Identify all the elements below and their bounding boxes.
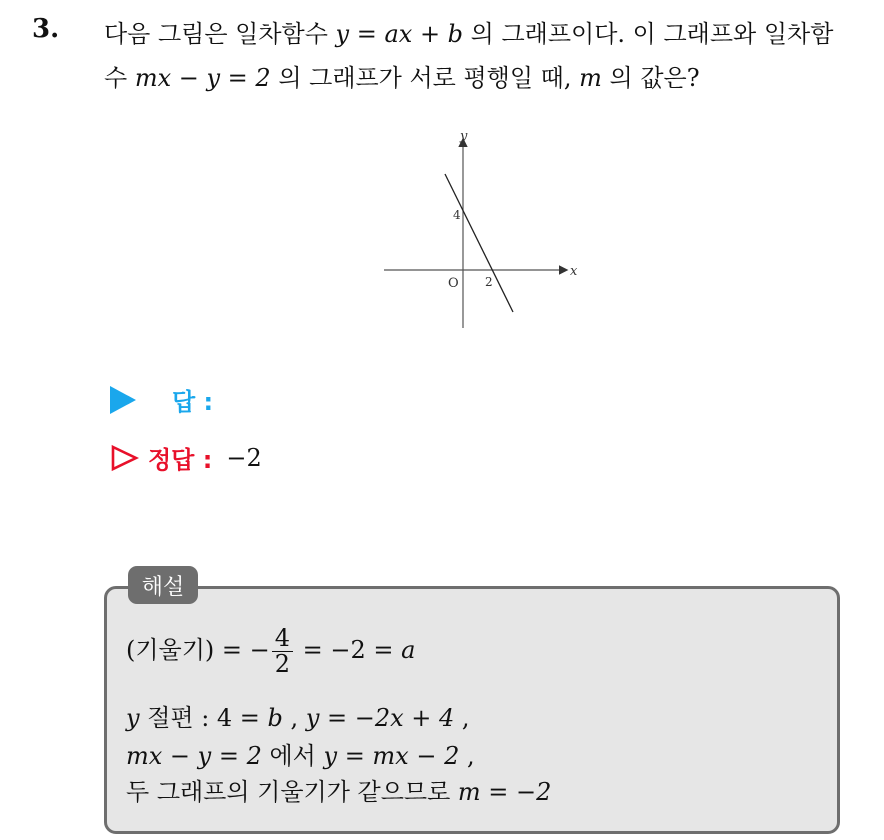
variable-y: y — [126, 704, 140, 732]
origin-label: O — [448, 276, 459, 291]
solution-tag: 해설 — [128, 566, 198, 604]
solution-text: , — [282, 704, 306, 732]
solution-line-3 — [126, 736, 475, 771]
question-line-2 — [104, 58, 700, 93]
variable-a: a — [401, 636, 416, 665]
question-text: 의 그래프이다. 이 그래프와 일차함 — [463, 20, 834, 48]
linear-function-graph — [380, 128, 580, 332]
answer-row — [110, 382, 213, 417]
solution-text: 절편 : 4 = — [139, 704, 268, 732]
equation: y = mx − 2 — [323, 742, 460, 770]
solution-text: , — [454, 704, 470, 732]
equation: m = −2 — [457, 778, 552, 806]
fraction — [272, 626, 293, 677]
solution-text: (기울기) = − — [126, 636, 270, 665]
equation: mx − y = 2 — [126, 742, 262, 770]
solution-text: 에서 — [261, 742, 324, 770]
correct-answer-label: 정답 : — [148, 446, 213, 474]
play-triangle-icon — [110, 386, 136, 414]
variable-b: b — [267, 704, 283, 732]
function-line — [445, 174, 513, 312]
solution-line-2 — [126, 698, 470, 733]
question-number: 3. — [32, 14, 60, 44]
solution-text: 두 그래프의 기울기가 같으므로 — [126, 778, 458, 806]
outline-triangle-icon — [110, 444, 140, 472]
x-axis-label: x — [570, 264, 578, 279]
equation-mx-y-2: mx − y = 2 — [134, 64, 271, 92]
variable-m: m — [579, 64, 602, 92]
correct-answer-row — [110, 440, 262, 475]
fraction-numerator: 4 — [272, 626, 293, 652]
answer-label: 답 : — [172, 388, 214, 416]
question-text: 의 값은? — [601, 64, 700, 92]
question-line-1 — [104, 14, 833, 49]
fraction-denominator: 2 — [274, 650, 291, 679]
solution-line-4 — [126, 772, 551, 807]
correct-answer-value: −2 — [226, 443, 262, 472]
question-text: 다음 그림은 일차함수 — [104, 20, 336, 48]
equation-y-ax-b: y = ax + b — [335, 20, 464, 48]
solution-text: = −2 = — [295, 636, 402, 665]
question-text: 수 — [104, 64, 135, 92]
y-axis-label: y — [460, 129, 468, 144]
question-text: 의 그래프가 서로 평행일 때, — [270, 64, 580, 92]
solution-text: , — [459, 742, 475, 770]
solution-line-1 — [126, 626, 415, 677]
equation: y = −2x + 4 — [305, 704, 455, 732]
y-intercept-label: 4 — [453, 208, 461, 222]
x-intercept-label: 2 — [485, 275, 493, 289]
